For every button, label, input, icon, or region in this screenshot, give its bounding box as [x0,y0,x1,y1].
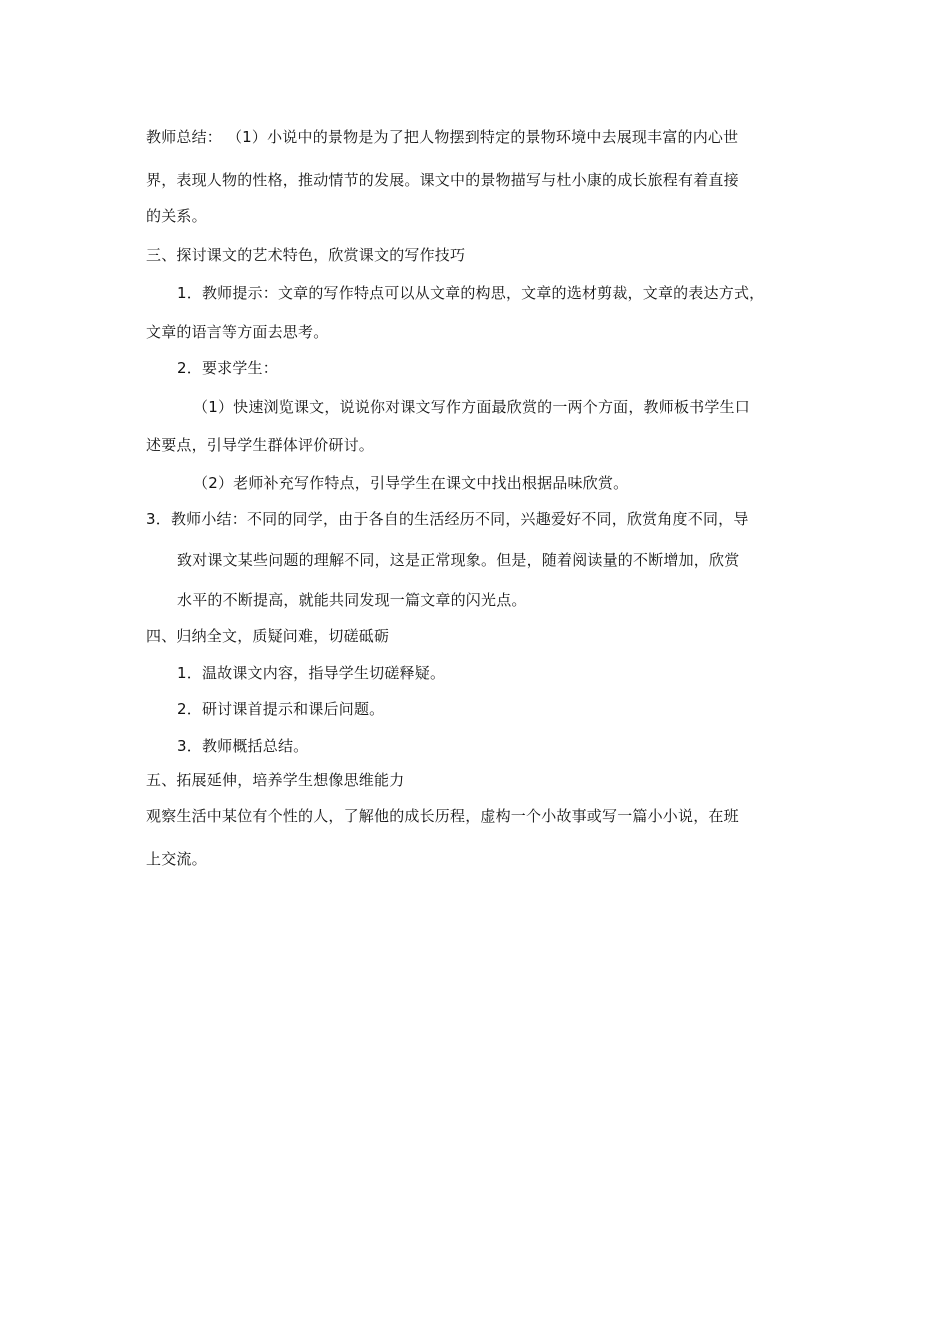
item-4-1: 1．温故课文内容，指导学生切磋释疑。 [177,664,446,682]
section-heading-3: 三、探讨课文的艺术特色，欣赏课文的写作技巧 [146,246,466,264]
item-3-3-line-3: 水平的不断提高，就能共同发现一篇文章的闪光点。 [177,591,527,609]
extension-line-1: 观察生活中某位有个性的人，了解他的成长历程，虚构一个小故事或写一篇小小说，在班 [146,807,739,825]
item-3-2-2: （2）老师补充写作特点，引导学生在课文中找出根据品味欣赏。 [193,474,629,492]
summary-line-3: 的关系。 [146,207,207,225]
section-heading-5: 五、拓展延伸，培养学生想像思维能力 [146,771,405,789]
item-3-1-line-1: 1．教师提示：文章的写作特点可以从文章的构思，文章的选材剪裁，文章的表达方式， [177,284,765,302]
item-4-2: 2．研讨课首提示和课后问题。 [177,700,385,718]
extension-line-2: 上交流。 [146,850,207,868]
summary-line-2: 界，表现人物的性格，推动情节的发展。课文中的景物描写与杜小康的成长旅程有着直接 [146,171,739,189]
item-3-2-1-line-1: （1）快速浏览课文，说说你对课文写作方面最欣赏的一两个方面，教师板书学生口 [193,398,750,416]
item-4-3: 3．教师概括总结。 [177,737,309,755]
item-3-3-line-2: 致对课文某些问题的理解不同，这是正常现象。但是，随着阅读量的不断增加，欣赏 [177,551,740,569]
summary-line-1: 教师总结： （1）小说中的景物是为了把人物摆到特定的景物环境中去展现丰富的内心世 [146,128,739,146]
item-3-3-line-1: 3．教师小结：不同的同学，由于各自的生活经历不同，兴趣爱好不同，欣赏角度不同，导 [146,510,749,528]
item-3-2: 2．要求学生： [177,359,278,377]
section-heading-4: 四、归纳全文，质疑问难，切磋砥砺 [146,627,390,645]
item-3-1-line-2: 文章的语言等方面去思考。 [146,323,329,341]
item-3-2-1-line-2: 述要点，引导学生群体评价研讨。 [146,436,375,454]
